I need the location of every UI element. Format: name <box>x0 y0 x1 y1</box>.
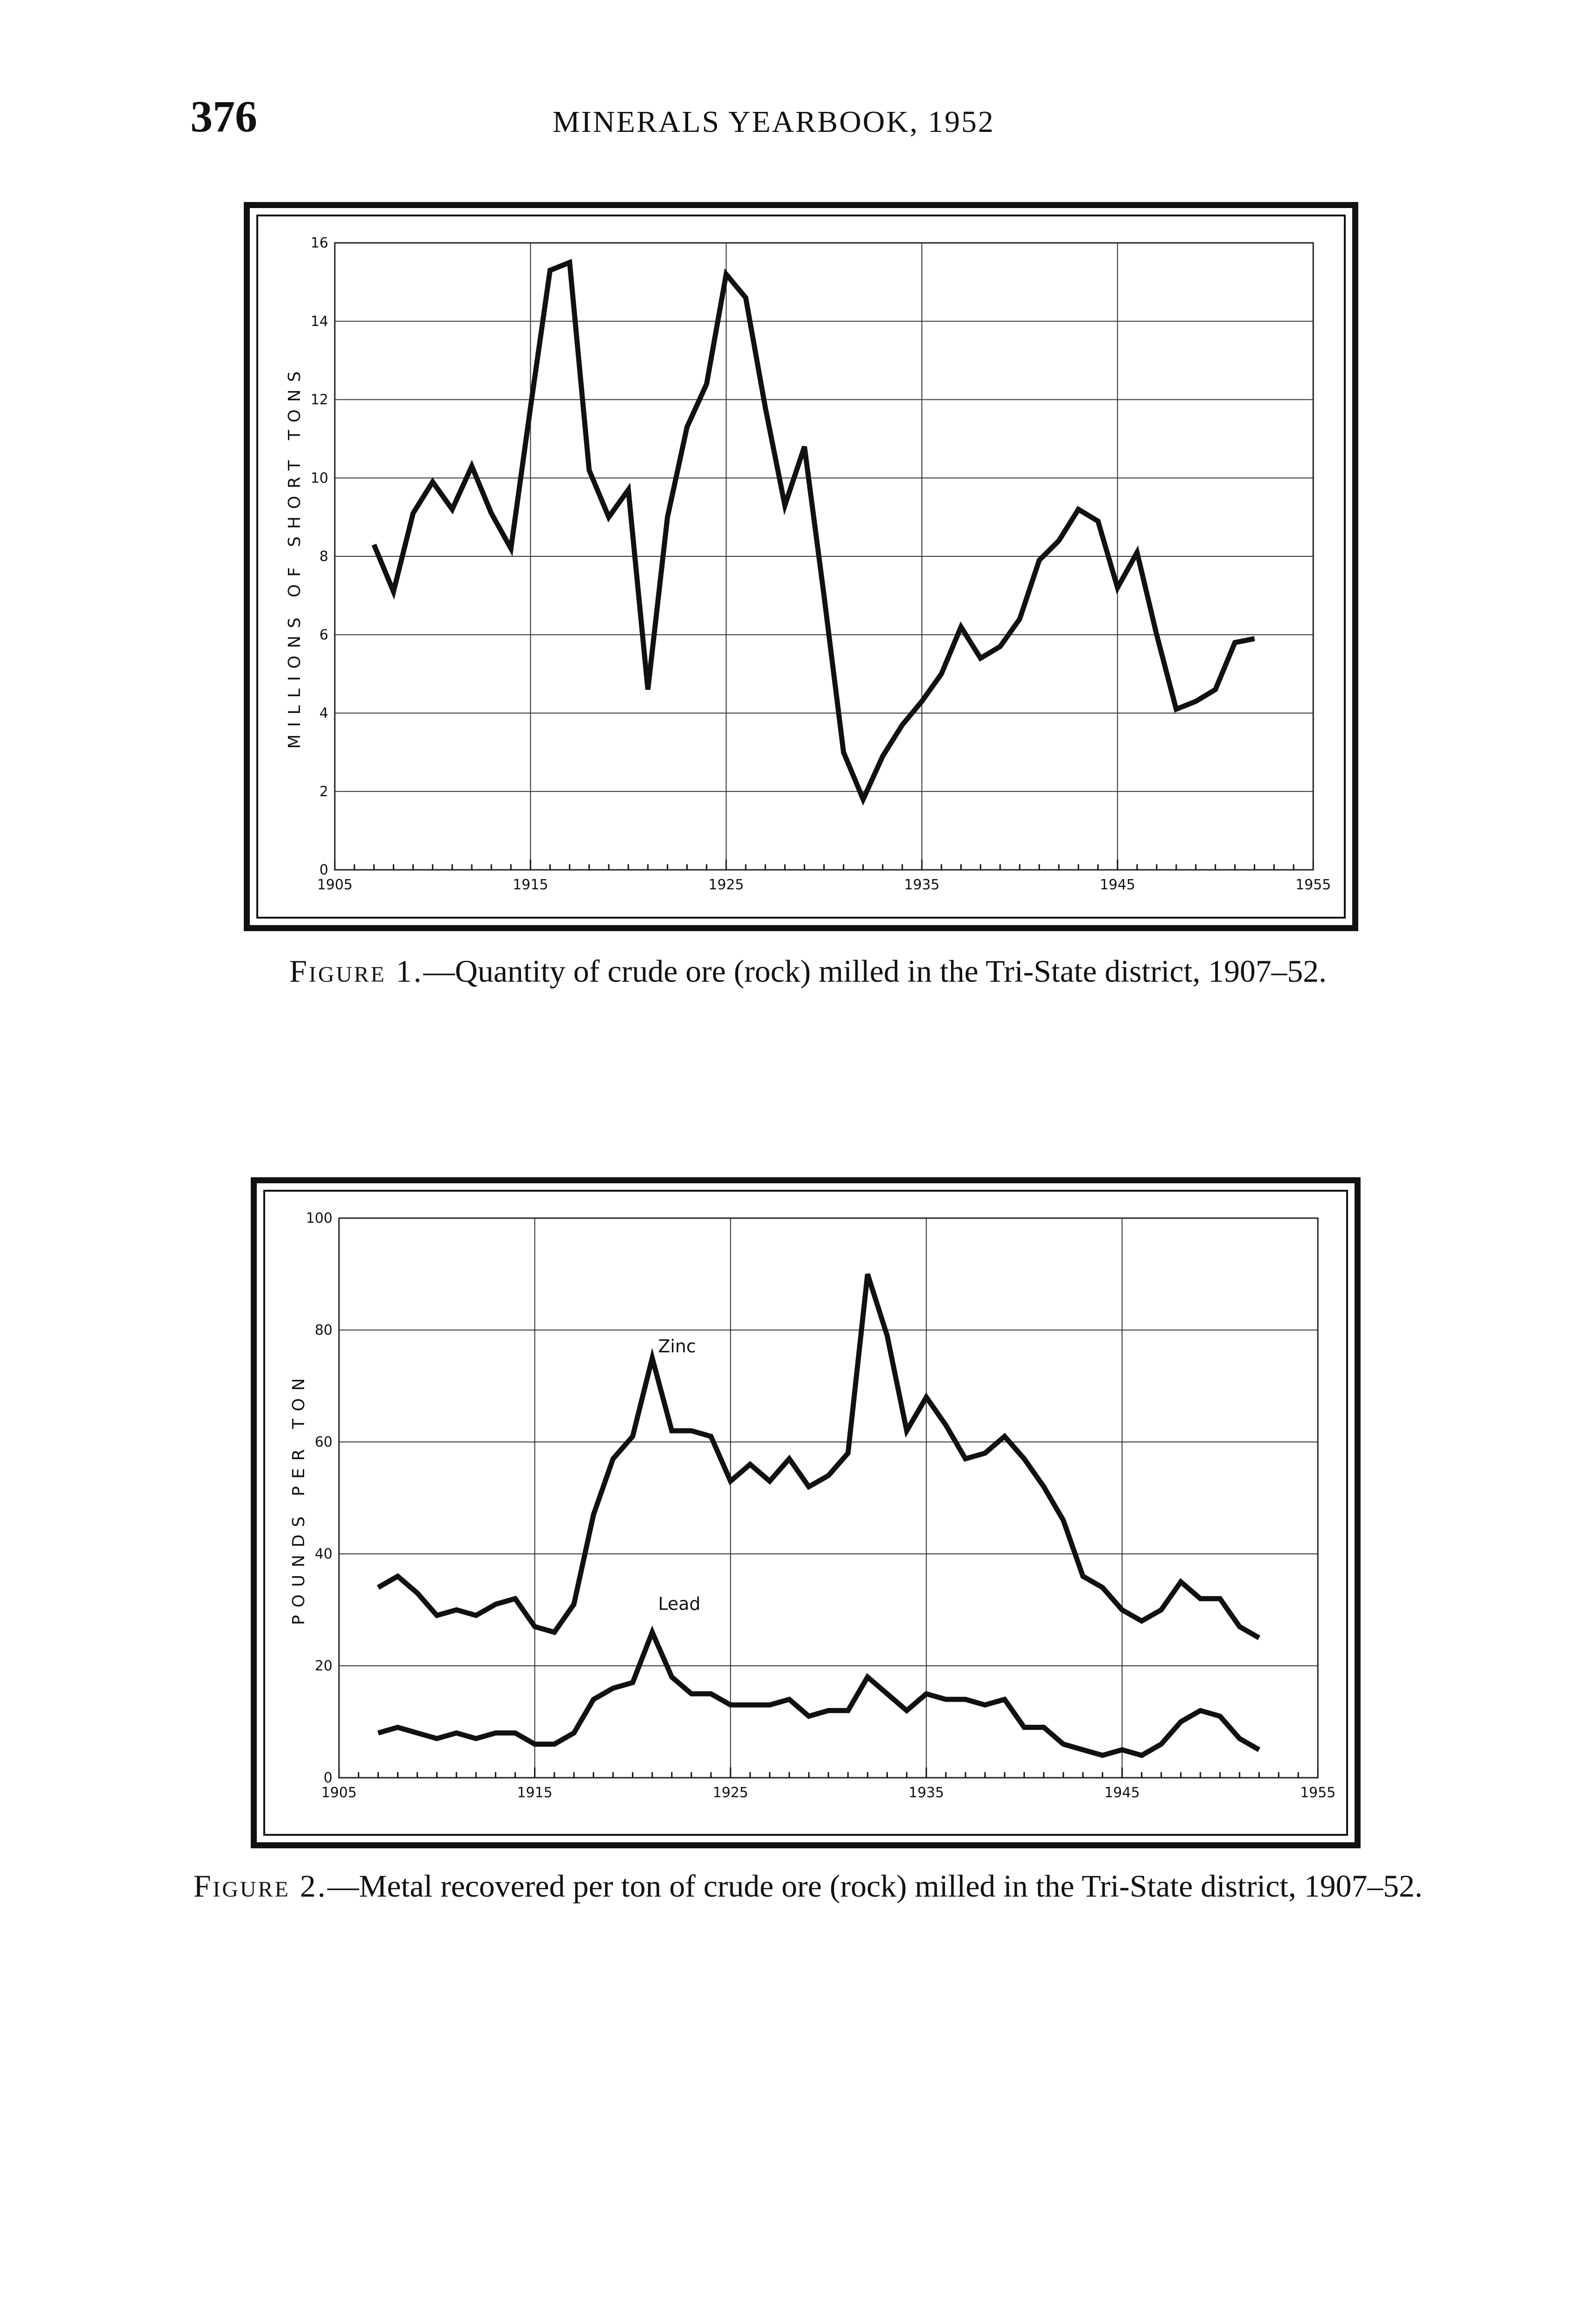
x-tick-label: 1915 <box>517 1785 553 1801</box>
figure-1-chart <box>250 208 1352 925</box>
figure-2-chart <box>257 1183 1355 1842</box>
x-tick-label: 1925 <box>708 877 744 893</box>
y-tick-label: 4 <box>319 705 328 722</box>
y-tick-label: 16 <box>310 235 328 251</box>
series-label-lead: Lead <box>658 1593 701 1614</box>
figure-1-caption-label: Figure 1. <box>289 953 423 989</box>
y-tick-label: 6 <box>319 626 328 643</box>
page-number: 376 <box>190 91 257 141</box>
y-tick-label: 8 <box>319 548 328 565</box>
y-tick-label: 14 <box>310 313 328 330</box>
x-tick-label: 1955 <box>1300 1785 1336 1801</box>
y-tick-label: 20 <box>314 1658 332 1674</box>
figure-2-caption <box>186 1867 1430 1905</box>
running-head: MINERALS YEARBOOK, 1952 <box>553 105 995 139</box>
y-tick-label: 40 <box>314 1546 332 1562</box>
y-axis-title: POUNDS PER TON <box>289 1370 308 1625</box>
y-tick-label: 12 <box>310 391 328 408</box>
x-tick-label: 1905 <box>317 877 353 893</box>
y-tick-label: 0 <box>319 862 328 878</box>
figure-1-caption <box>186 952 1430 990</box>
series-line-lead <box>378 1632 1259 1755</box>
y-tick-label: 100 <box>306 1210 332 1226</box>
y-tick-label: 80 <box>314 1322 332 1338</box>
x-tick-label: 1925 <box>713 1785 749 1801</box>
y-tick-label: 10 <box>310 470 328 487</box>
series-line <box>374 262 1254 799</box>
x-tick-label: 1935 <box>904 877 940 893</box>
y-tick-label: 60 <box>314 1434 332 1450</box>
figure-2-caption-text: —Metal recovered per ton of crude ore (rock) milled in the Tri-State district, 1907–52. <box>327 1868 1423 1904</box>
figure-1-frame <box>244 202 1358 931</box>
figure-1-caption-text: —Quantity of crude ore (rock) milled in the Tri-State district, 1907–52. <box>423 953 1327 989</box>
x-tick-label: 1945 <box>1100 877 1135 893</box>
x-tick-label: 1955 <box>1295 877 1331 893</box>
y-tick-label: 0 <box>323 1770 332 1786</box>
figure-2-frame <box>251 1177 1361 1848</box>
plot-area-border <box>339 1218 1318 1778</box>
y-tick-label: 2 <box>319 783 328 800</box>
x-tick-label: 1915 <box>513 877 548 893</box>
series-line-zinc <box>378 1274 1259 1638</box>
figure-2-caption-label: Figure 2. <box>193 1868 327 1904</box>
x-tick-label: 1905 <box>321 1785 357 1801</box>
y-axis-title: MILLIONS OF SHORT TONS <box>285 364 304 749</box>
series-label-zinc: Zinc <box>658 1336 696 1357</box>
x-tick-label: 1935 <box>908 1785 944 1801</box>
x-tick-label: 1945 <box>1104 1785 1140 1801</box>
